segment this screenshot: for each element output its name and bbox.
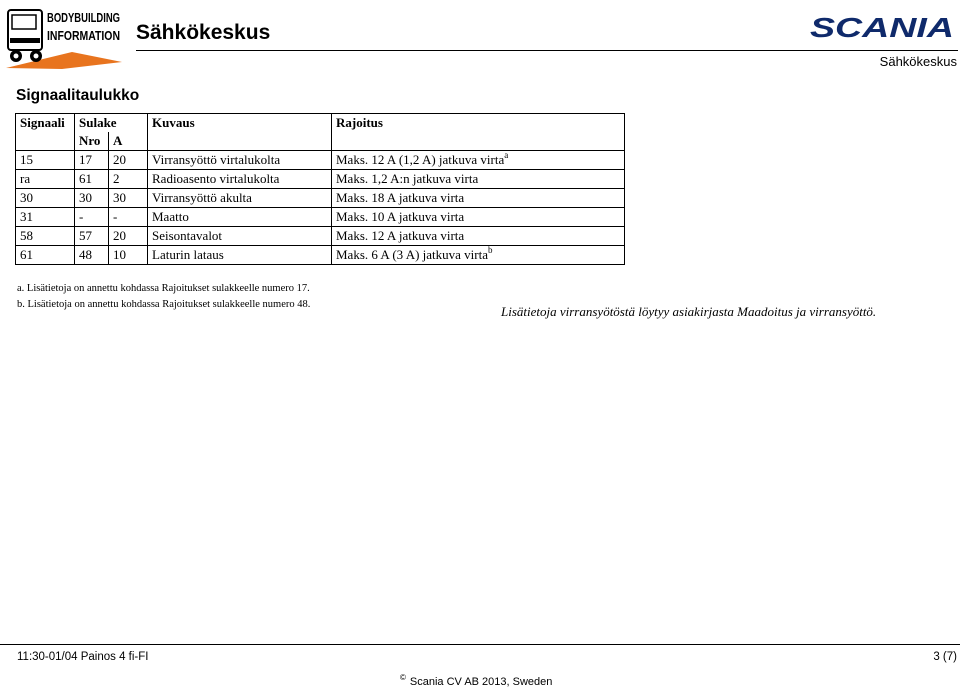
footnote-b: b. Lisätietoja on annettu kohdassa Rajoitukset sulakkeelle numero 48. [17, 299, 311, 310]
header-fuse-number: Nro [75, 132, 109, 151]
table-row [16, 170, 625, 189]
header-description-cont [148, 132, 332, 151]
footer-edition: 11:30-01/04 Painos 4 fi-FI [17, 651, 149, 663]
cell-fuse-amp: - [109, 208, 148, 227]
header-subtitle: Sähkökeskus [879, 54, 957, 69]
copyright [400, 673, 553, 688]
table-subheader-row [16, 132, 625, 151]
cell-description: Laturin lataus [148, 246, 332, 265]
limit-text: Maks. 6 A (3 A) jatkuva virta [336, 247, 489, 262]
cell-fuse-number: - [75, 208, 109, 227]
signal-table [15, 113, 625, 265]
table-row [16, 189, 625, 208]
cell-signal: 30 [16, 189, 75, 208]
table-row [16, 227, 625, 246]
cell-fuse-amp: 20 [109, 151, 148, 170]
table-header-row [16, 114, 625, 133]
cell-limit [332, 189, 625, 208]
footnote-ref: b [488, 244, 493, 255]
cell-signal: 15 [16, 151, 75, 170]
footnote-ref: a [504, 149, 509, 160]
scania-wordmark: SCANIA [810, 12, 954, 43]
limit-text: Maks. 12 A (1,2 A) jatkuva virta [336, 152, 505, 167]
footer-divider [0, 644, 960, 645]
document-title: Sähkökeskus [136, 21, 271, 44]
cell-signal: 31 [16, 208, 75, 227]
table-row [16, 208, 625, 227]
logo-line-1: BODYBUILDING [47, 10, 120, 25]
limit-text: Maks. 18 A jatkuva virta [336, 190, 465, 205]
cell-signal: ra [16, 170, 75, 189]
cell-limit [332, 208, 625, 227]
cell-description: Maatto [148, 208, 332, 227]
cell-limit [332, 170, 625, 189]
table-row [16, 151, 625, 170]
cell-description: Radioasento virtalukolta [148, 170, 332, 189]
cell-description: Virransyöttö virtalukolta [148, 151, 332, 170]
cell-fuse-amp: 20 [109, 227, 148, 246]
header-signal-cont [16, 132, 75, 151]
cell-fuse-number: 17 [75, 151, 109, 170]
header-fuse-amp: A [109, 132, 148, 151]
cell-description: Seisontavalot [148, 227, 332, 246]
footnote-a: a. Lisätietoja on annettu kohdassa Rajoitukset sulakkeelle numero 17. [17, 283, 310, 294]
cell-fuse-number: 48 [75, 246, 109, 265]
cell-limit [332, 227, 625, 246]
cell-fuse-number: 30 [75, 189, 109, 208]
cell-fuse-amp: 30 [109, 189, 148, 208]
table-row [16, 246, 625, 265]
cell-description: Virransyöttö akulta [148, 189, 332, 208]
logo-line-2: INFORMATION [47, 28, 120, 43]
header-limit-cont [332, 132, 625, 151]
header-limit: Rajoitus [332, 114, 625, 133]
page-number: 3 (7) [933, 651, 957, 663]
limit-text: Maks. 12 A jatkuva virta [336, 228, 465, 243]
cell-fuse-number: 61 [75, 170, 109, 189]
copyright-symbol: © [400, 673, 406, 682]
copyright-text: Scania CV AB 2013, Sweden [409, 676, 553, 688]
cell-fuse-amp: 2 [109, 170, 148, 189]
bodybuilding-information-logo [2, 0, 124, 70]
header-fuse: Sulake [75, 114, 148, 133]
limit-text: Maks. 1,2 A:n jatkuva virta [336, 171, 479, 186]
cell-limit [332, 246, 625, 265]
cell-fuse-number: 57 [75, 227, 109, 246]
limit-text: Maks. 10 A jatkuva virta [336, 209, 465, 224]
section-title: Signaalitaulukko [16, 87, 140, 104]
scania-logo [810, 12, 956, 42]
header-description: Kuvaus [148, 114, 332, 133]
cell-signal: 58 [16, 227, 75, 246]
cell-signal: 61 [16, 246, 75, 265]
cell-fuse-amp: 10 [109, 246, 148, 265]
header-divider [136, 50, 958, 51]
header-signal: Signaali [16, 114, 75, 133]
reference-note: Lisätietoja virransyötöstä löytyy asiakirjasta Maadoitus ja virransyöttö. [501, 304, 877, 319]
cell-limit [332, 151, 625, 170]
